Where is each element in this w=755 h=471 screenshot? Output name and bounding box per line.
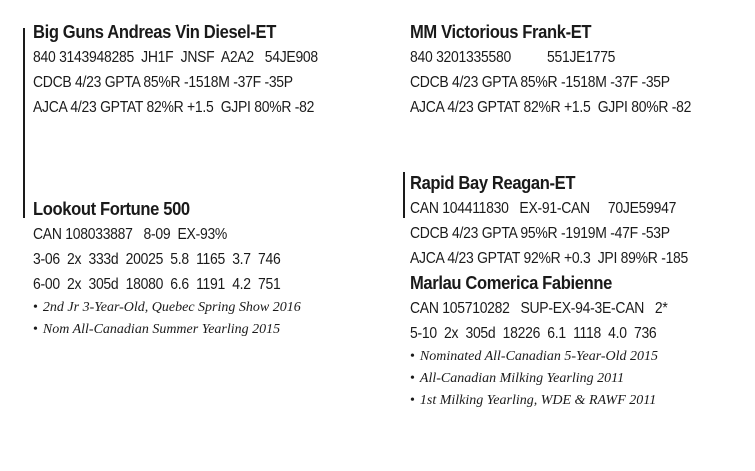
dam-record-line-2: 6-00 2x 305d 18080 6.6 1191 4.2 751 xyxy=(33,276,281,293)
sire-entry xyxy=(33,19,350,120)
granddam-award-3: • 1st Milking Yearling, WDE & RAWF 2011 xyxy=(410,393,657,408)
granddam-entry xyxy=(410,270,696,412)
granddam-id-line: CAN 105710282 SUP-EX-94-3E-CAN 2* xyxy=(410,300,668,317)
sire-of-dam-cdcb-line: CDCB 4/23 GPTA 85%R -1518M -37F -35P xyxy=(410,74,670,91)
bullet-icon: • xyxy=(33,300,38,315)
dam-record-line-1: 3-06 2x 333d 20025 5.8 1165 3.7 746 xyxy=(33,251,281,268)
sire-of-dam-ajca-line: AJCA 4/23 GPTAT 82%R +1.5 GJPI 80%R -82 xyxy=(410,99,692,116)
granddam-record-line: 5-10 2x 305d 18226 6.1 1118 4.0 736 xyxy=(410,325,657,342)
dam-award-1: • 2nd Jr 3-Year-Old, Quebec Spring Show 2016 xyxy=(33,300,301,315)
sire-cdcb-line: CDCB 4/23 GPTA 85%R -1518M -37F -35P xyxy=(33,74,293,91)
sire-id-line: 840 3143948285 JH1F JNSF A2A2 54JE908 xyxy=(33,49,318,66)
mgs-cdcb-line: CDCB 4/23 GPTA 95%R -1919M -47F -53P xyxy=(410,225,670,242)
dam-id-line: CAN 108033887 8-09 EX-93% xyxy=(33,226,228,243)
sire-of-dam-id-line: 840 3201335580 551JE1775 xyxy=(410,49,616,66)
pedigree-line-right xyxy=(403,172,405,218)
mgs-ajca-line: AJCA 4/23 GPTAT 92%R +0.3 JPI 89%R -185 xyxy=(410,250,689,267)
sire-of-dam-name: MM Victorious Frank-ET xyxy=(410,22,592,42)
granddam-name: Marlau Comerica Fabienne xyxy=(410,273,612,293)
dam-name: Lookout Fortune 500 xyxy=(33,199,190,219)
granddam-award-1: • Nominated All-Canadian 5-Year-Old 2015 xyxy=(410,349,659,364)
sire-of-dam-entry xyxy=(410,19,722,120)
bullet-icon: • xyxy=(410,393,415,408)
bullet-icon: • xyxy=(410,349,415,364)
mgs-id-line: CAN 104411830 EX-91-CAN 70JE59947 xyxy=(410,200,677,217)
granddam-award-2: • All-Canadian Milking Yearling 2011 xyxy=(410,371,625,386)
sire-name: Big Guns Andreas Vin Diesel-ET xyxy=(33,22,276,42)
mgs-entry xyxy=(410,170,719,271)
pedigree-line-left xyxy=(23,28,25,218)
dam-entry xyxy=(33,196,308,341)
dam-award-2: • Nom All-Canadian Summer Yearling 2015 xyxy=(33,322,281,337)
sire-ajca-line: AJCA 4/23 GPTAT 82%R +1.5 GJPI 80%R -82 xyxy=(33,99,315,116)
bullet-icon: • xyxy=(33,322,38,337)
bullet-icon: • xyxy=(410,371,415,386)
mgs-name: Rapid Bay Reagan-ET xyxy=(410,173,576,193)
